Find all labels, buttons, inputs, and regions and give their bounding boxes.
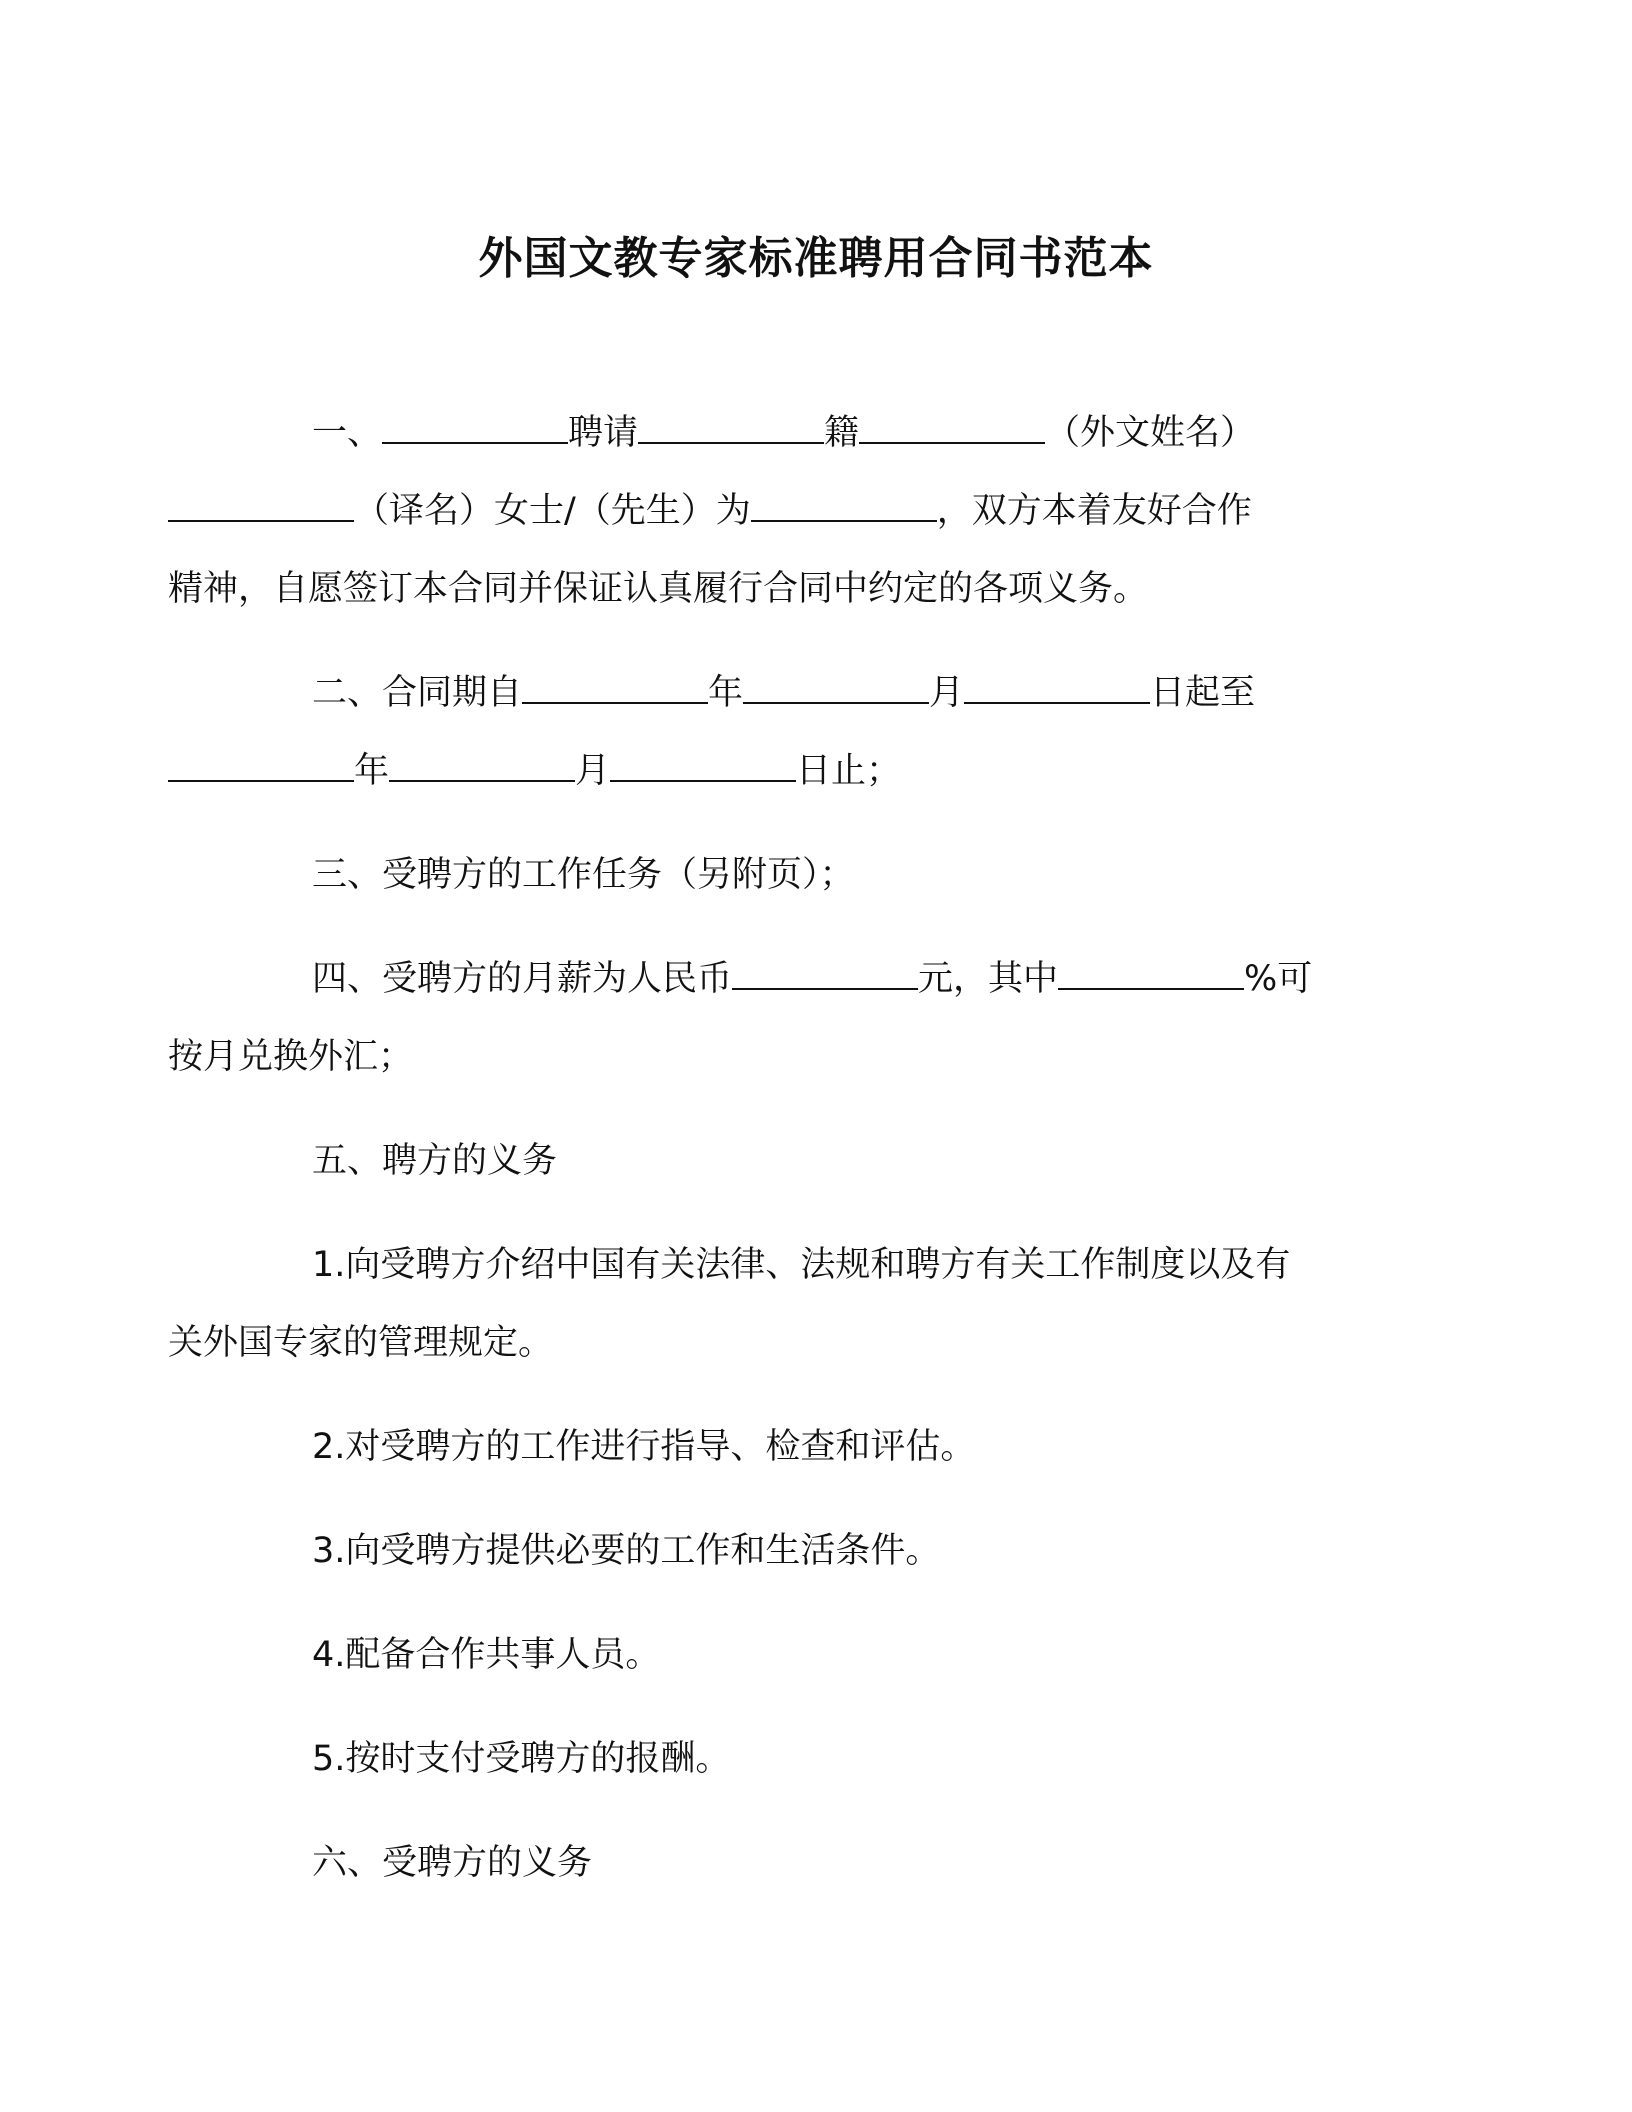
clause-1-line-2: （译名）女士/（先生）为 ，双方本着友好合作 [168,472,1380,550]
blank-translated-name [168,490,354,522]
blank-nationality [638,412,824,444]
blank-exchange-percent [1058,958,1244,990]
clause-5-heading: 五、聘方的义务 [312,1141,558,1181]
blank-start-day [964,672,1150,704]
document-body [168,394,1380,1928]
clause-2 [240,654,1380,810]
clause-4 [168,940,1380,1096]
clause-2-line-1: 二、合同期自 年 月 日起至 [312,673,1256,713]
blank-end-day [610,750,796,782]
blank-foreign-name [859,412,1045,444]
clause-5-item-5: 5.按时支付受聘方的报酬。 [312,1739,731,1779]
blank-monthly-salary [732,958,918,990]
clause-1 [168,394,1380,628]
clause-3: 三、受聘方的工作任务（另附页）； [312,855,855,895]
clause-5-item-3: 3.向受聘方提供必要的工作和生活条件。 [312,1531,941,1571]
clause-1-line-1: 一、 聘请 籍 （外文姓名） [312,413,1256,453]
clause-5-item-1: 1.向受聘方介绍中国有关法律、法规和聘方有关工作制度以及有 关外国专家的管理规定。 [168,1245,1291,1363]
clause-4-line-2: 按月兑换外汇； [168,1037,414,1077]
clause-5-item-2: 2.对受聘方的工作进行指导、检查和评估。 [312,1427,976,1467]
clause-4-line-1: 四、受聘方的月薪为人民币 元，其中 %可 [312,959,1313,999]
blank-end-year [168,750,354,782]
clause-1-line-3: 精神，自愿签订本合同并保证认真履行合同中约定的各项义务。 [168,569,1149,609]
clause-6-heading: 六、受聘方的义务 [312,1843,593,1883]
blank-start-year [522,672,708,704]
document-title: 外国文教专家标准聘用合同书范本 [478,233,1154,284]
clause-2-line-2: 年 月 日止； [168,732,1380,810]
blank-start-month [743,672,929,704]
blank-employer [382,412,568,444]
blank-end-month [389,750,575,782]
clause-5-item-4: 4.配备合作共事人员。 [312,1635,661,1675]
blank-position [751,490,937,522]
